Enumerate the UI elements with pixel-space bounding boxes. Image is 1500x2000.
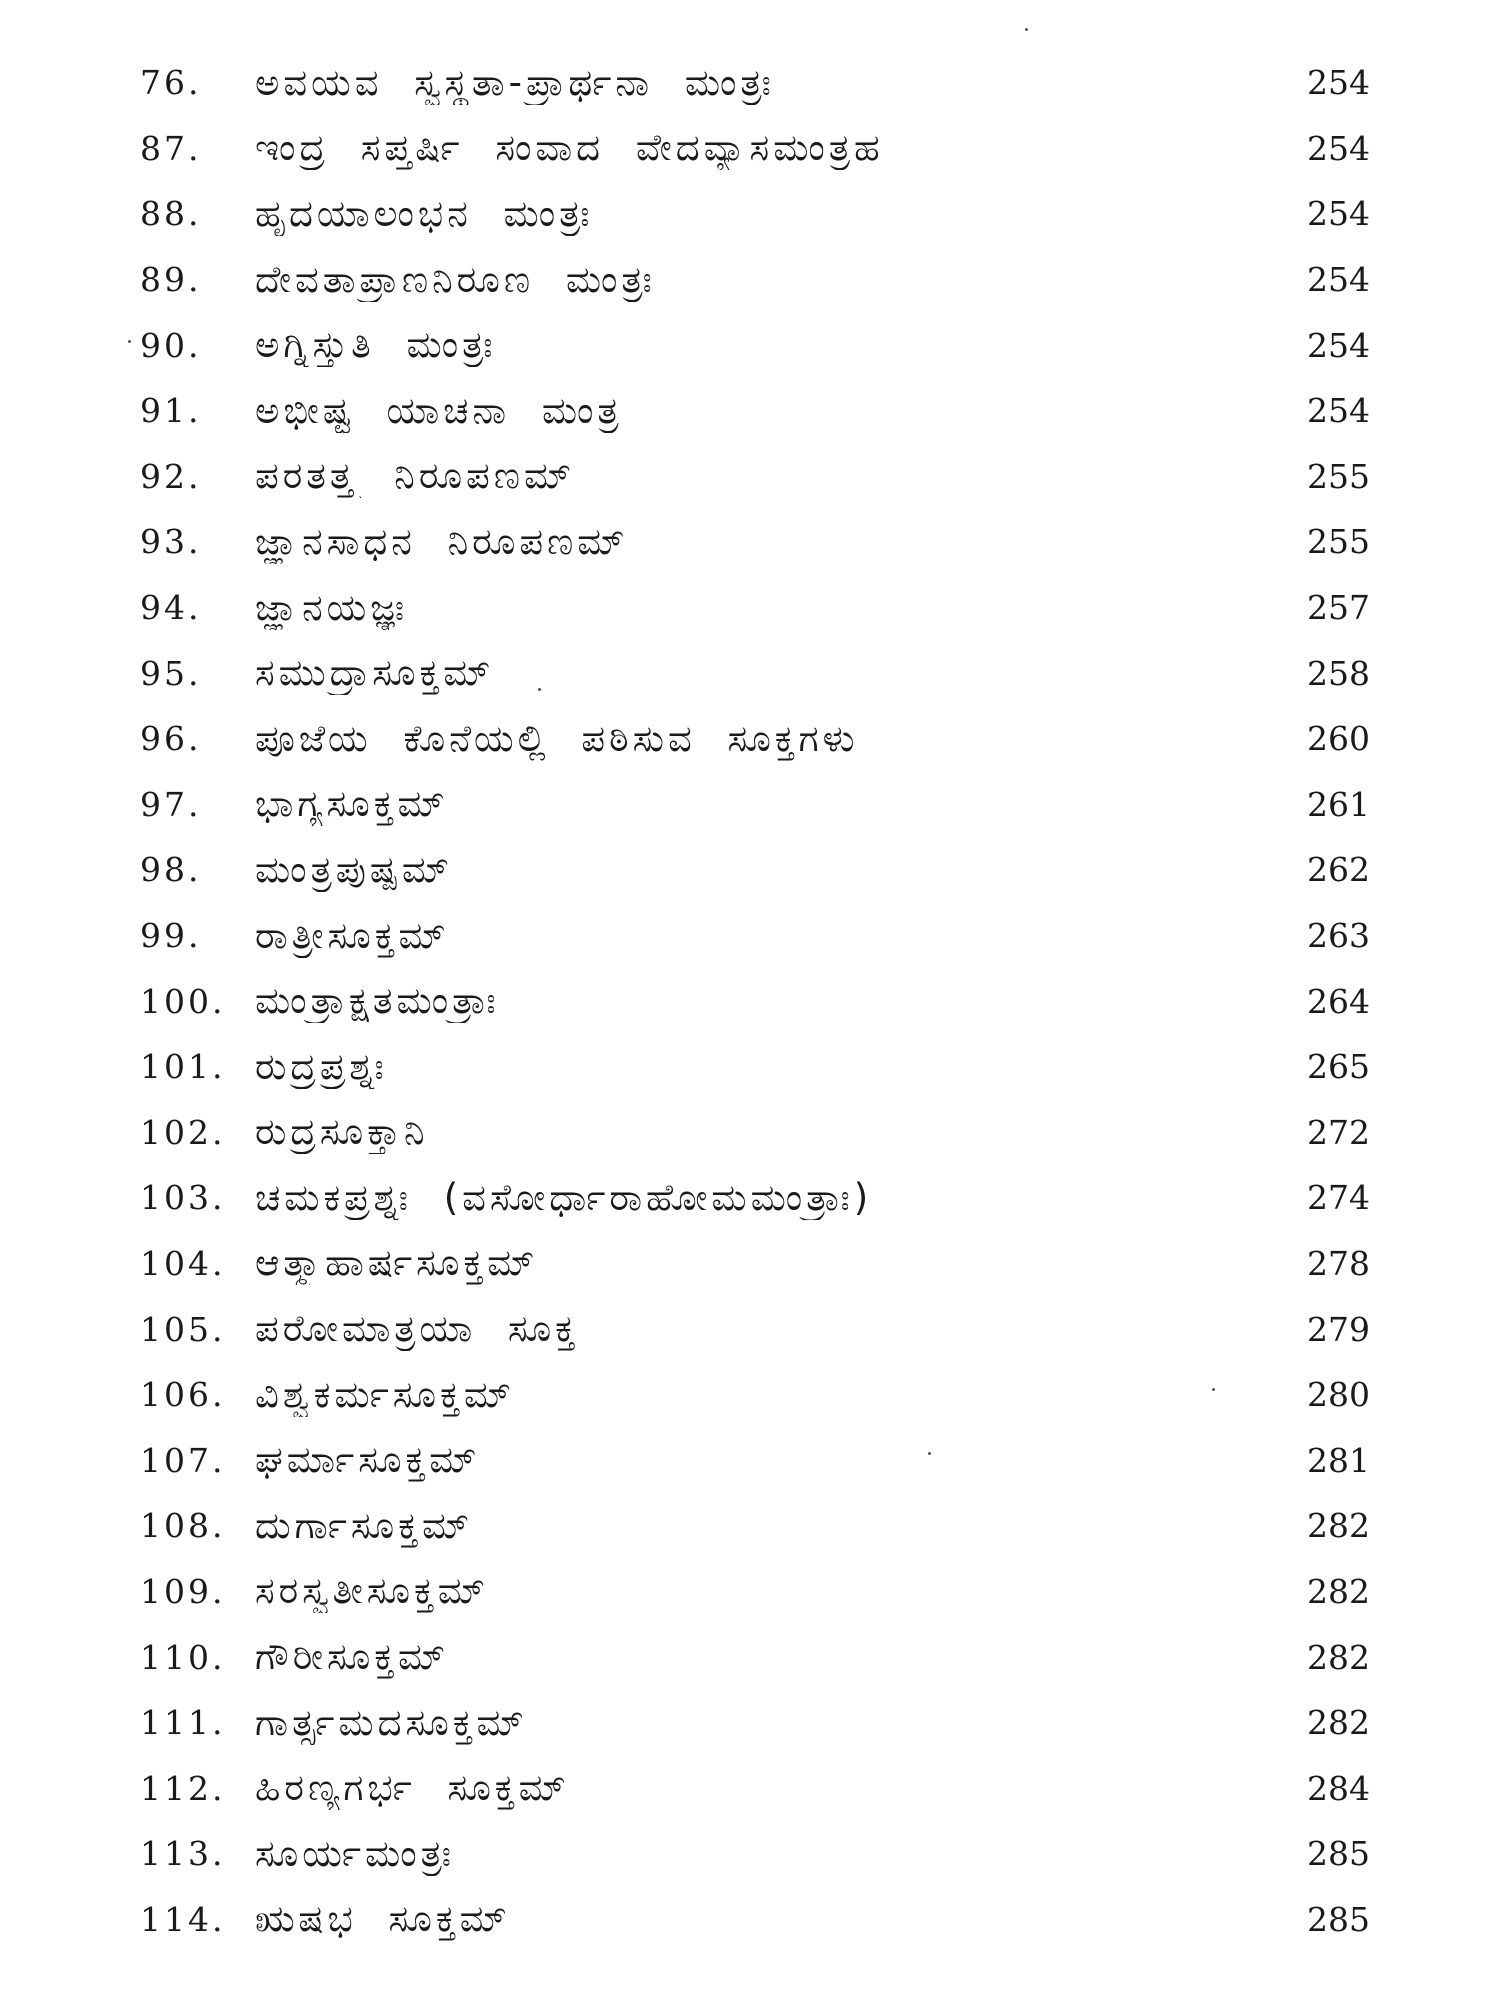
entry-page-number: 285 [1307, 1899, 1370, 1939]
entry-page-number: 264 [1307, 981, 1370, 1021]
toc-entry [140, 181, 1370, 247]
entry-title: ಅಗ್ನಿಸ್ತುತಿ ಮಂತ್ರಃ [255, 323, 497, 367]
toc-entry [140, 772, 1370, 838]
entry-title: ಋಷಭ ಸೂಕ್ತಮ್ [255, 1897, 511, 1941]
entry-title: ಸೂರ್ಯಮಂತ್ರಃ [255, 1831, 456, 1875]
entry-title: ದುರ್ಗಾಸೂಕ್ತಮ್ [255, 1503, 474, 1547]
toc-entry [140, 509, 1370, 575]
toc-entry [140, 1559, 1370, 1625]
entry-page-number: 280 [1307, 1375, 1370, 1415]
entry-page-number: 282 [1307, 1637, 1370, 1677]
table-of-contents [140, 50, 1370, 1952]
entry-page-number: 254 [1307, 391, 1370, 431]
entry-number: 87. [140, 128, 202, 168]
entry-page-number: 279 [1307, 1309, 1370, 1349]
entry-number: 91. [140, 391, 202, 431]
entry-title: ದೇವತಾಪ್ರಾಣನಿರೂಣ ಮಂತ್ರಃ [255, 257, 656, 301]
entry-number: 98. [140, 850, 202, 890]
entry-title: ಗಾರ್ತ್ಸಮದಸೂಕ್ತಮ್ [255, 1700, 528, 1744]
entry-number: 88. [140, 194, 202, 234]
entry-page-number: 254 [1307, 128, 1370, 168]
toc-entry [140, 1493, 1370, 1559]
toc-entry [140, 575, 1370, 641]
toc-entry [140, 1296, 1370, 1362]
entry-page-number: 257 [1307, 588, 1370, 628]
toc-entry [140, 837, 1370, 903]
entry-title: ಚಮಕಪ್ರಶ್ನಃ (ವಸೋರ್ಧಾರಾಹೋಮಮಂತ್ರಾಃ) [255, 1175, 873, 1219]
entry-title: ಇಂದ್ರ ಸಪ್ತರ್ಷಿ ಸಂವಾದ ವೇದವ್ಯಾಸಮಂತ್ರಹ [255, 126, 884, 170]
toc-entry [140, 706, 1370, 772]
entry-number: 105. [140, 1309, 226, 1349]
entry-page-number: 272 [1307, 1112, 1370, 1152]
scan-speck [128, 340, 131, 343]
entry-number: 94. [140, 588, 202, 628]
entry-number: 107. [140, 1440, 226, 1480]
entry-number: 114. [140, 1899, 226, 1939]
entry-number: 92. [140, 456, 202, 496]
entry-page-number: 262 [1307, 850, 1370, 890]
entry-title: ಆತ್ಮಾಹಾರ್ಷಸೂಕ್ತಮ್ [255, 1241, 539, 1285]
entry-number: 97. [140, 784, 202, 824]
entry-title: ಹೃದಯಾಲಂಭನ ಮಂತ್ರಃ [255, 191, 594, 235]
entry-page-number: 282 [1307, 1571, 1370, 1611]
entry-title: ಭಾಗ್ಯಸೂಕ್ತಮ್ [255, 782, 449, 826]
entry-title: ಸರಸ್ವತೀಸೂಕ್ತಮ್ [255, 1569, 489, 1613]
entry-page-number: 258 [1307, 653, 1370, 693]
entry-page-number: 254 [1307, 194, 1370, 234]
entry-title: ಪರೋಮಾತ್ರಯಾ ಸೂಕ್ತ [255, 1307, 579, 1351]
entry-number: 100. [140, 981, 226, 1021]
entry-number: 90. [140, 325, 202, 365]
entry-title: ವಿಶ್ವಕರ್ಮಸೂಕ್ತಮ್ [255, 1372, 515, 1416]
toc-entry [140, 116, 1370, 182]
entry-number: 112. [140, 1768, 226, 1808]
entry-number: 76. [140, 63, 202, 103]
toc-entry [140, 378, 1370, 444]
entry-title: ಅಭೀಷ್ಟ ಯಾಚನಾ ಮಂತ್ರ [255, 388, 623, 432]
entry-number: 93. [140, 522, 202, 562]
entry-number: 99. [140, 916, 202, 956]
entry-page-number: 254 [1307, 260, 1370, 300]
entry-number: 101. [140, 1047, 226, 1087]
toc-entry [140, 1887, 1370, 1953]
entry-number: 110. [140, 1637, 226, 1677]
entry-title: ಜ್ಞಾನಸಾಧನ ನಿರೂಪಣಮ್ [255, 519, 629, 563]
entry-title: ರುದ್ರಪ್ರಶ್ನಃ [255, 1044, 388, 1088]
entry-title: ಸಮುದ್ರಾಸೂಕ್ತಮ್ [255, 651, 495, 695]
entry-title: ಪರತತ್ತ್ವ ನಿರೂಪಣಮ್ [255, 454, 576, 498]
toc-entry [140, 1231, 1370, 1297]
entry-number: 103. [140, 1178, 226, 1218]
entry-page-number: 285 [1307, 1834, 1370, 1874]
entry-title: ರುದ್ರಸೂಕ್ತಾನಿ [255, 1110, 429, 1154]
entry-title: ಮಂತ್ರಪುಷ್ಪಮ್ [255, 847, 454, 891]
entry-title: ಮಂತ್ರಾಕ್ಷತಮಂತ್ರಾಃ [255, 979, 500, 1023]
toc-entry [140, 1755, 1370, 1821]
toc-entry [140, 247, 1370, 313]
entry-page-number: 278 [1307, 1243, 1370, 1283]
entry-page-number: 254 [1307, 325, 1370, 365]
entry-title: ರಾತ್ರೀಸೂಕ್ತಮ್ [255, 913, 450, 957]
entry-title: ಘರ್ಮಾಸೂಕ್ತಮ್ [255, 1438, 481, 1482]
entry-page-number: 282 [1307, 1703, 1370, 1743]
entry-number: 95. [140, 653, 202, 693]
entry-page-number: 255 [1307, 456, 1370, 496]
entry-title: ಜ್ಞಾನಯಜ್ಞಃ [255, 585, 409, 629]
toc-entry [140, 903, 1370, 969]
entry-number: 102. [140, 1112, 226, 1152]
entry-page-number: 274 [1307, 1178, 1370, 1218]
toc-entry [140, 50, 1370, 116]
entry-number: 96. [140, 719, 202, 759]
toc-entry [140, 640, 1370, 706]
toc-entry [140, 1165, 1370, 1231]
entry-page-number: 281 [1307, 1440, 1370, 1480]
entry-title: ಪೂಜೆಯ ಕೊನೆಯಲ್ಲಿ ಪಠಿಸುವ ಸೂಕ್ತಗಳು [255, 716, 859, 760]
entry-page-number: 261 [1307, 784, 1370, 824]
toc-entry [140, 312, 1370, 378]
toc-entry [140, 968, 1370, 1034]
toc-entry [140, 1100, 1370, 1166]
entry-number: 111. [140, 1703, 226, 1743]
toc-entry [140, 1821, 1370, 1887]
entry-title: ಗೌರೀಸೂಕ್ತಮ್ [255, 1635, 450, 1679]
toc-entry [140, 444, 1370, 510]
entry-page-number: 284 [1307, 1768, 1370, 1808]
entry-number: 106. [140, 1375, 226, 1415]
entry-page-number: 254 [1307, 63, 1370, 103]
entry-page-number: 263 [1307, 916, 1370, 956]
entry-page-number: 260 [1307, 719, 1370, 759]
entry-number: 113. [140, 1834, 226, 1874]
entry-title: ಅವಯವ ಸ್ವಸ್ಥತಾ-ಪ್ರಾರ್ಥನಾ ಮಂತ್ರಃ [255, 60, 775, 104]
scan-speck [1025, 28, 1028, 31]
entry-page-number: 265 [1307, 1047, 1370, 1087]
entry-number: 89. [140, 260, 202, 300]
entry-page-number: 282 [1307, 1506, 1370, 1546]
entry-number: 104. [140, 1243, 226, 1283]
entry-number: 108. [140, 1506, 226, 1546]
entry-title: ಹಿರಣ್ಯಗರ್ಭ ಸೂಕ್ತಮ್ [255, 1766, 570, 1810]
toc-entry [140, 1624, 1370, 1690]
toc-entry [140, 1362, 1370, 1428]
toc-entry [140, 1690, 1370, 1756]
entry-page-number: 255 [1307, 522, 1370, 562]
toc-entry [140, 1034, 1370, 1100]
toc-entry [140, 1427, 1370, 1493]
entry-number: 109. [140, 1571, 226, 1611]
